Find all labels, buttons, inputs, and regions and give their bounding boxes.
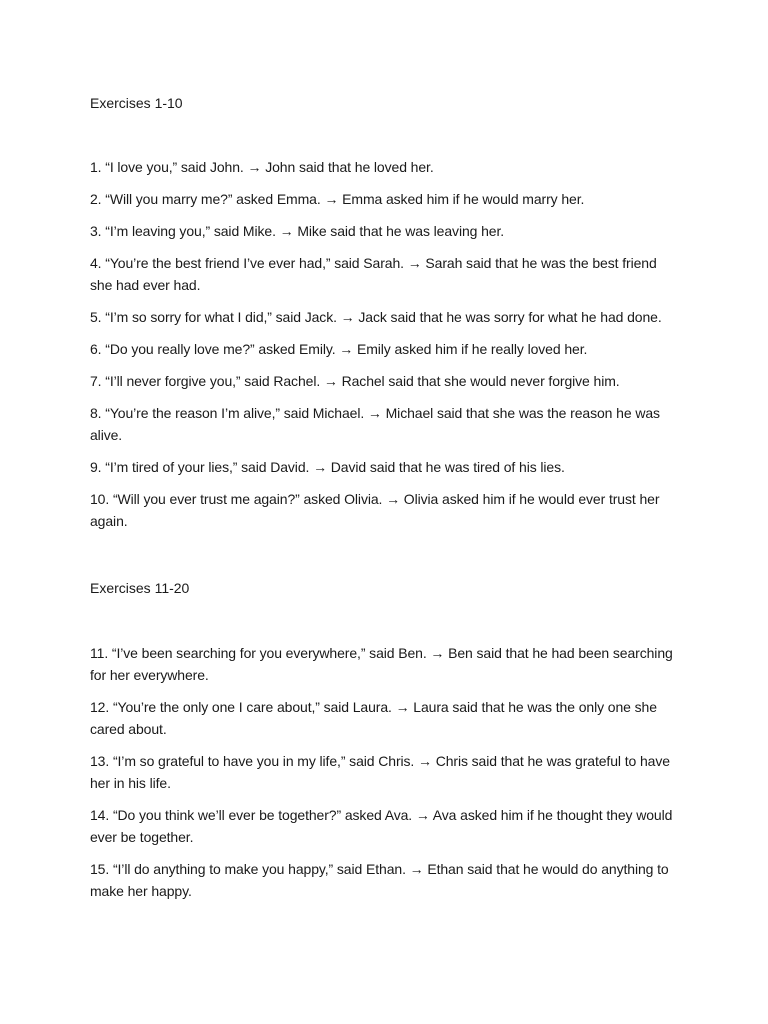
section-heading-exercises-1-10: Exercises 1-10 <box>90 95 183 111</box>
exercise-item: 11. “I’ve been searching for you everywhere,” said Ben. → Ben said that he had been searching for her everywhere. <box>90 645 673 683</box>
exercise-item: 15. “I’ll do anything to make you happy,” said Ethan. → Ethan said that he would do anything to make her happy. <box>90 861 669 899</box>
exercise-item: 3. “I’m leaving you,” said Mike. → Mike said that he was leaving her. <box>90 223 505 239</box>
exercise-item: 2. “Will you marry me?” asked Emma. → Emma asked him if he would marry her. <box>90 191 585 207</box>
exercise-item: 8. “You’re the reason I’m alive,” said Michael. → Michael said that she was the reason he was alive. <box>90 405 660 443</box>
exercise-list-1-10 <box>90 156 680 542</box>
section-heading-exercises-11-20: Exercises 11-20 <box>90 580 190 596</box>
exercise-item: 14. “Do you think we’ll ever be together?” asked Ava. → Ava asked him if he thought they would ever be together. <box>90 807 673 845</box>
exercise-item: 1. “I love you,” said John. → John said that he loved her. <box>90 159 434 175</box>
exercise-item: 5. “I’m so sorry for what I did,” said Jack. → Jack said that he was sorry for what he had done. <box>90 309 662 325</box>
exercise-item: 6. “Do you really love me?” asked Emily. → Emily asked him if he really loved her. <box>90 341 588 357</box>
exercise-item: 13. “I’m so grateful to have you in my life,” said Chris. → Chris said that he was grateful to have her in his life. <box>90 753 670 791</box>
exercise-item: 12. “You’re the only one I care about,” said Laura. → Laura said that he was the only one she cared about. <box>90 699 657 737</box>
exercise-list-11-20 <box>90 642 680 912</box>
exercise-item: 9. “I’m tired of your lies,” said David. → David said that he was tired of his lies. <box>90 459 565 475</box>
exercise-item: 10. “Will you ever trust me again?” asked Olivia. → Olivia asked him if he would ever trust her again. <box>90 491 660 529</box>
exercise-item: 4. “You’re the best friend I’ve ever had,” said Sarah. → Sarah said that he was the best friend she had ever had. <box>90 255 657 293</box>
exercise-item: 7. “I’ll never forgive you,” said Rachel. → Rachel said that she would never forgive him. <box>90 373 620 389</box>
